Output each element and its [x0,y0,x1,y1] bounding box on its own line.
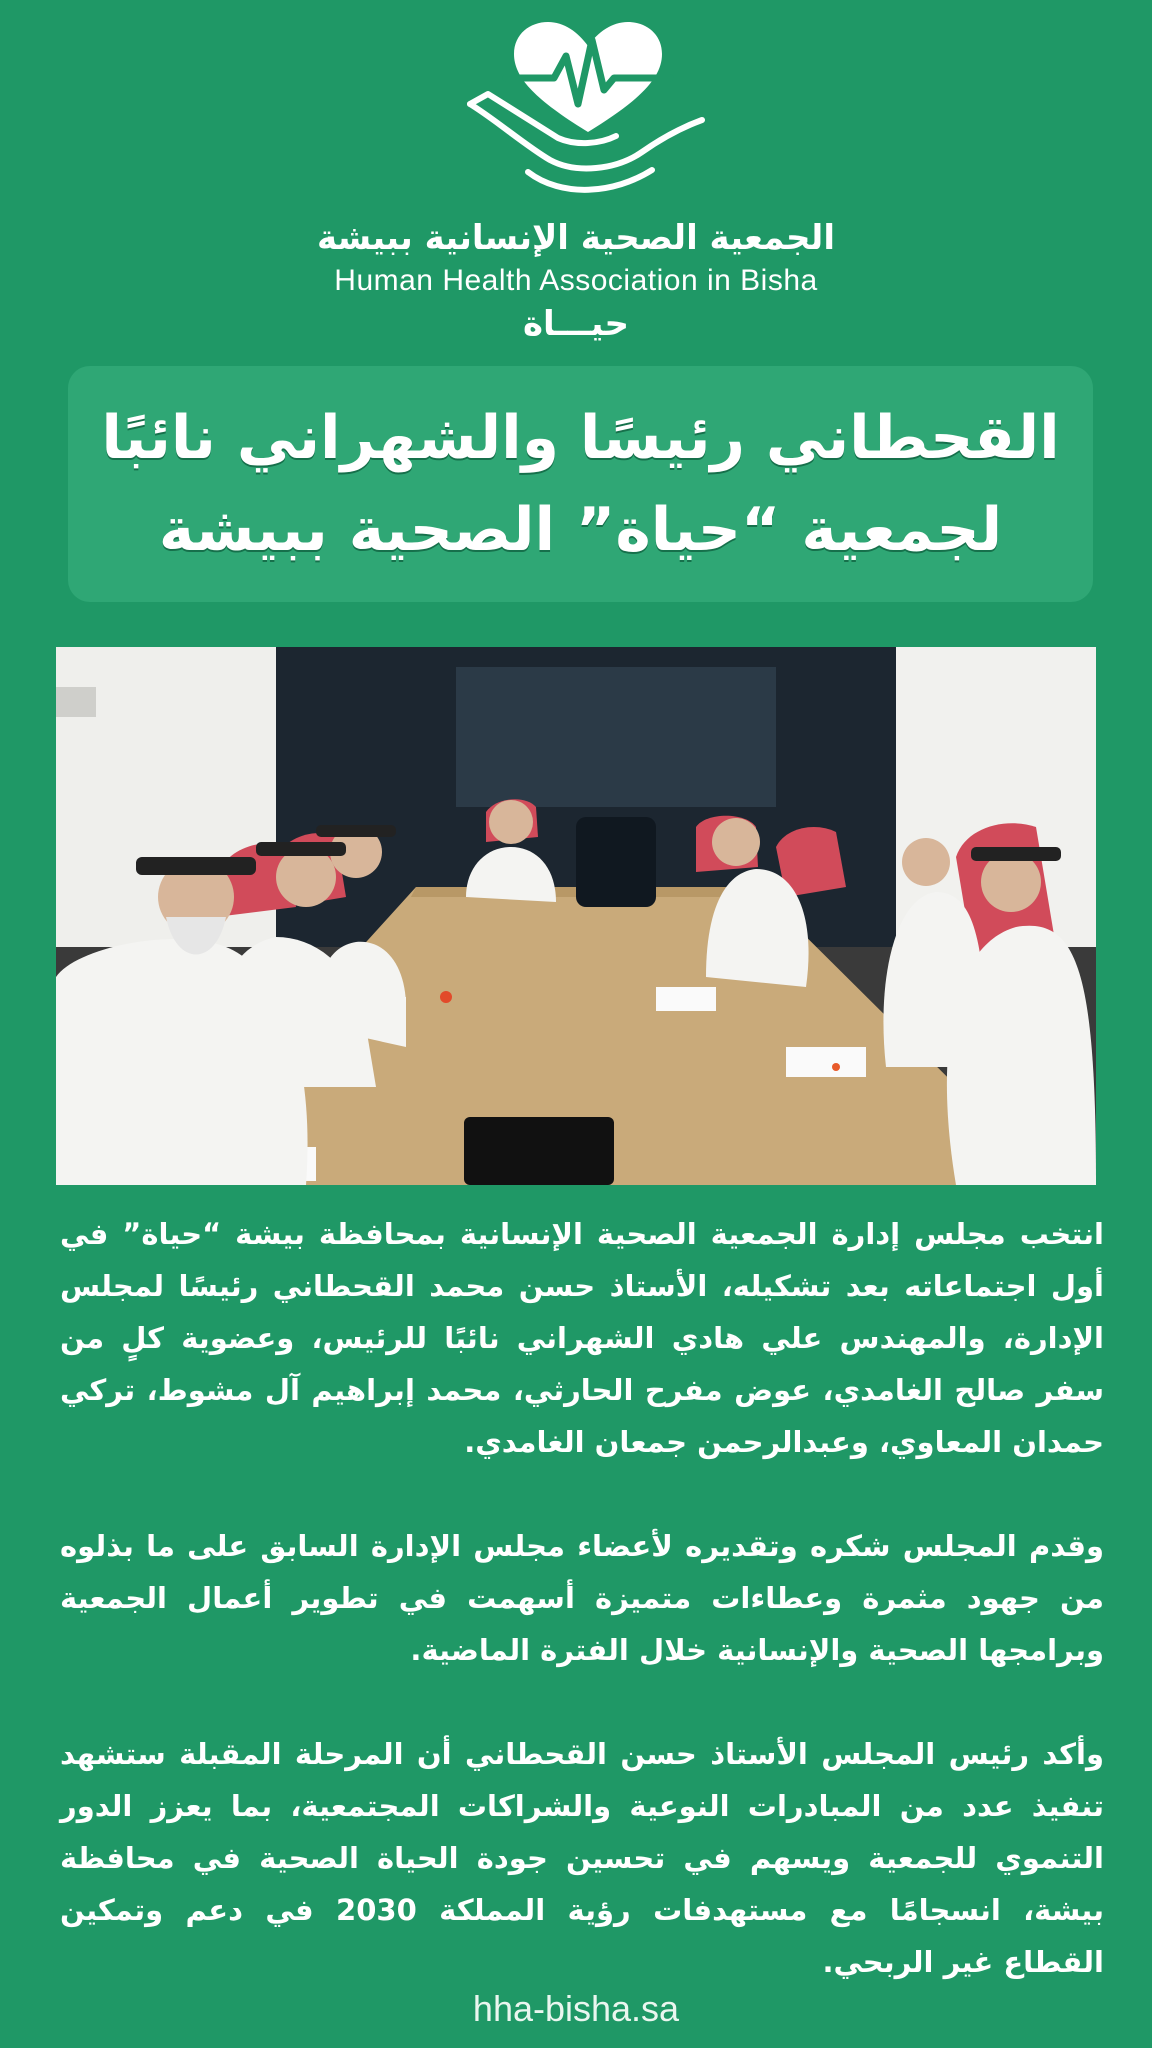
meeting-photo [56,647,1096,1185]
headline-line-2: لجمعية “حياة” الصحية ببيشة [158,495,1003,565]
headline-line-1: القحطاني رئيسًا والشهراني نائبًا [101,403,1060,473]
paragraph-1: انتخب مجلس إدارة الجمعية الصحية الإنسانية بمحافظة بيشة “حياة” في أول اجتماعاته بعد تشكيله، الأستاذ حسن محمد القحطاني رئيسًا لمجلس الإدارة، والمهندس علي هادي الشهراني نائبًا للرئيس، وعضوية كلٍ من سفر صالح الغامدي، عوض مفرح الحارثي، محمد إبراهيم آل مشوط، تركي حمدان المعاوي، وعبدالرحمن جمعان الغامدي. [60,1217,1104,1459]
brand-name-arabic: حيـــاة [522,304,630,344]
org-name-english: Human Health Association in Bisha [334,264,818,297]
heart-hand-icon [466,20,706,220]
meeting-room-illustration [56,647,1096,1185]
website-link[interactable]: hha-bisha.sa [472,1988,680,2029]
paragraph-3: وأكد رئيس المجلس الأستاذ حسن القحطاني أن المرحلة المقبلة ستشهد تنفيذ عدد من المبادرات النوعية والشراكات المجتمعية، بما يعزز الدور التنموي للجمعية ويسهم في تحسين جودة الحياة الصحية في محافظة بيشة، انسجامًا مع مستهدفات رؤية المملكة 2030 في دعم وتمكين القطاع غير الربحي. [60,1737,1104,1979]
org-name-arabic: الجمعية الصحية الإنسانية ببيشة [317,218,835,258]
article-body [60,1208,1104,2040]
headline-box [68,366,1093,602]
paragraph-2: وقدم المجلس شكره وتقديره لأعضاء مجلس الإدارة السابق على ما بذلوه من جهود مثمرة وعطاءات متميزة أسهمت في تطوير أعمال الجمعية وبرامجها الصحية والإنسانية خلال الفترة الماضية. [60,1529,1104,1667]
association-logo [0,20,1152,344]
